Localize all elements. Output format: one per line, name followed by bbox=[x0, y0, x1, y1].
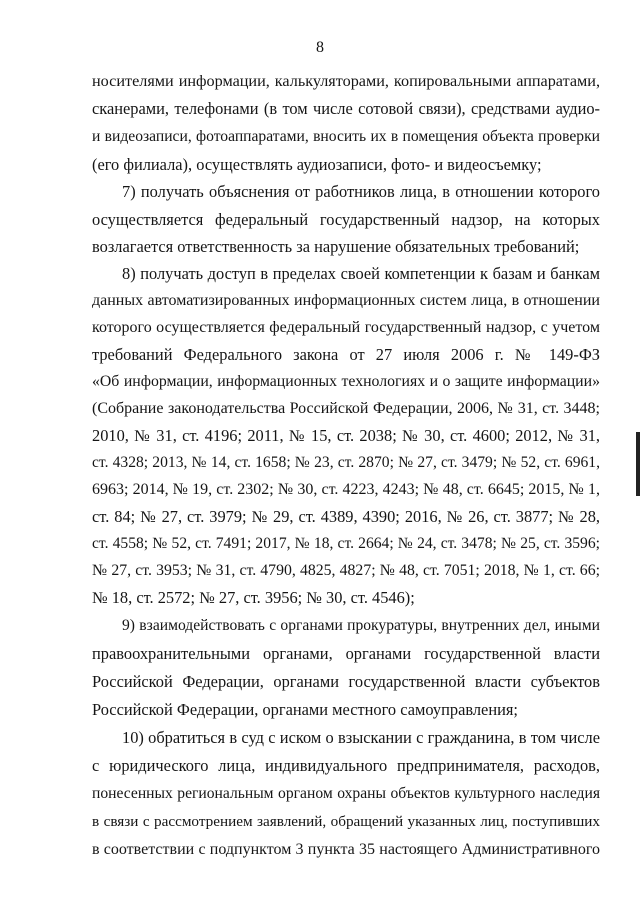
text-line: ст. 84; № 27, ст. 3979; № 29, ст. 4389, 4390; 2016, № 26, ст. 3877; № 28, bbox=[92, 507, 600, 526]
text-line: требований Федерального закона от 27 июля 2006 г. № 149-ФЗ bbox=[92, 345, 600, 364]
text-line: № 18, ст. 2572; № 27, ст. 3956; № 30, ст. 4546); bbox=[92, 588, 415, 607]
text-line: Российской Федерации, органами местного самоуправления; bbox=[92, 700, 518, 719]
text-line: ст. 4328; 2013, № 14, ст. 1658; № 23, ст. 2870; № 27, ст. 3479; № 52, ст. 6961, bbox=[92, 454, 600, 471]
paragraph-first-line: 8) получать доступ в пределах своей компетенции к базам и банкам bbox=[122, 264, 600, 283]
text-line: 2010, № 31, ст. 4196; 2011, № 15, ст. 2038; № 30, ст. 4600; 2012, № 31, bbox=[92, 426, 600, 445]
text-line: и видеозаписи, фотоаппаратами, вносить их в помещения объекта проверки bbox=[92, 128, 600, 145]
paragraph-first-line: 7) получать объяснения от работников лица, в отношении которого bbox=[122, 182, 600, 201]
text-line: в соответствии с подпунктом 3 пункта 35 настоящего Административного bbox=[92, 841, 600, 858]
text-line: носителями информации, калькуляторами, копировальными аппаратами, bbox=[92, 72, 600, 90]
text-line: осуществляется федеральный государственный надзор, на которых bbox=[92, 210, 600, 229]
text-line: ст. 4558; № 52, ст. 7491; 2017, № 18, ст. 2664; № 24, ст. 3478; № 25, ст. 3596; bbox=[92, 535, 600, 552]
text-line: возлагается ответственность за нарушение обязательных требований; bbox=[92, 237, 580, 256]
paragraph-first-line: 10) обратиться в суд с иском о взыскании с гражданина, в том числе bbox=[122, 728, 600, 747]
scan-edge-mark bbox=[636, 432, 640, 496]
text-line: понесенных региональным органом охраны объектов культурного наследия bbox=[92, 785, 600, 802]
text-line: которого осуществляется федеральный государственный надзор, с учетом bbox=[92, 319, 600, 336]
text-line: (Собрание законодательства Российской Федерации, 2006, № 31, ст. 3448; bbox=[92, 400, 600, 417]
text-line: сканерами, телефонами (в том числе сотовой связи), средствами аудио- bbox=[92, 99, 600, 118]
text-line: Российской Федерации, органами государственной власти субъектов bbox=[92, 672, 600, 691]
page-number: 8 bbox=[316, 39, 324, 56]
paragraph-first-line: 9) взаимодействовать с органами прокуратуры, внутренних дел, иными bbox=[122, 617, 600, 634]
text-line: данных автоматизированных информационных систем лица, в отношении bbox=[92, 292, 600, 309]
text-line: № 27, ст. 3953; № 31, ст. 4790, 4825, 4827; № 48, ст. 7051; 2018, № 1, ст. 66; bbox=[92, 562, 600, 579]
text-line: 6963; 2014, № 19, ст. 2302; № 30, ст. 4223, 4243; № 48, ст. 6645; 2015, № 1, bbox=[92, 481, 600, 498]
text-line: «Об информации, информационных технологиях и о защите информации» bbox=[92, 373, 600, 390]
text-line: с юридического лица, индивидуального предпринимателя, расходов, bbox=[92, 756, 600, 775]
text-line: в связи с рассмотрением заявлений, обращений указанных лиц, поступивших bbox=[92, 813, 600, 830]
text-line: правоохранительными органами, органами государственной власти bbox=[92, 644, 600, 663]
text-line: (его филиала), осуществлять аудиозаписи, фото- и видеосъемку; bbox=[92, 155, 542, 174]
